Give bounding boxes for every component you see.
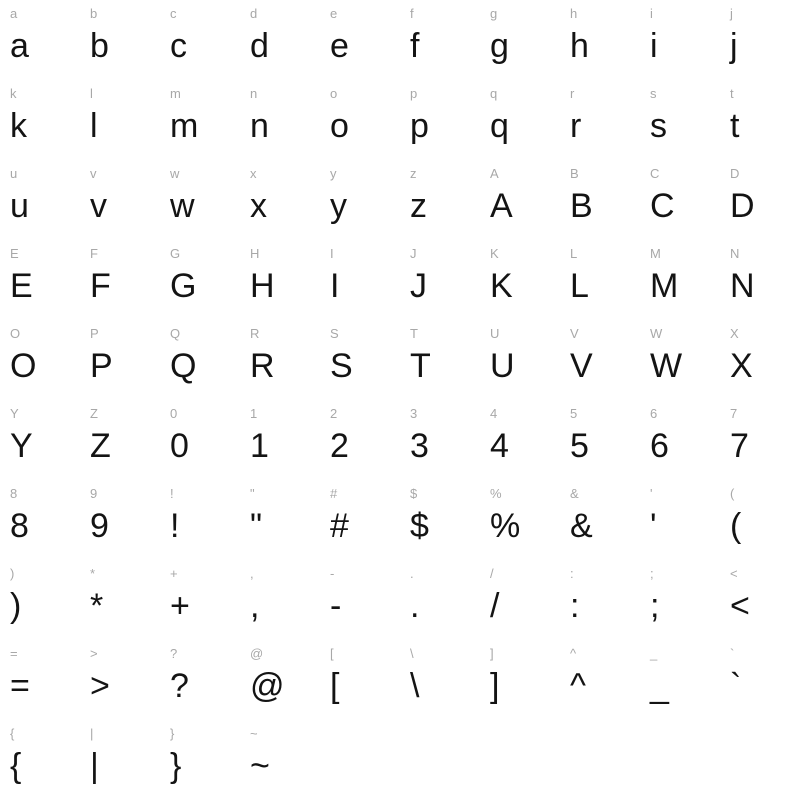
glyph-cell bbox=[720, 160, 800, 240]
glyph-cell bbox=[560, 80, 640, 160]
glyph-label: N bbox=[730, 246, 740, 261]
glyph-sample: N bbox=[730, 267, 755, 305]
glyph-label: d bbox=[250, 6, 258, 21]
glyph-cell bbox=[560, 480, 640, 560]
glyph-cell bbox=[240, 80, 320, 160]
glyph-label: Z bbox=[90, 406, 98, 421]
glyph-cell bbox=[80, 560, 160, 640]
glyph-sample: M bbox=[650, 267, 679, 305]
glyph-cell bbox=[240, 720, 320, 800]
glyph-sample: - bbox=[330, 587, 342, 625]
glyph-label: D bbox=[730, 166, 740, 181]
glyph-sample: O bbox=[10, 347, 37, 385]
glyph-sample: E bbox=[10, 267, 33, 305]
glyph-sample: S bbox=[330, 347, 353, 385]
glyph-sample: W bbox=[650, 347, 683, 385]
glyph-label: p bbox=[410, 86, 418, 101]
glyph-label: C bbox=[650, 166, 660, 181]
glyph-cell bbox=[0, 80, 80, 160]
glyph-cell bbox=[80, 480, 160, 560]
glyph-sample: h bbox=[570, 27, 589, 65]
glyph-label: l bbox=[90, 86, 93, 101]
glyph-cell bbox=[400, 400, 480, 480]
glyph-cell bbox=[400, 240, 480, 320]
glyph-cell bbox=[320, 400, 400, 480]
glyph-sample: J bbox=[410, 267, 427, 305]
glyph-label: q bbox=[490, 86, 498, 101]
glyph-cell bbox=[560, 160, 640, 240]
glyph-sample: L bbox=[570, 267, 589, 305]
glyph-label: x bbox=[250, 166, 257, 181]
glyph-label: & bbox=[570, 486, 579, 501]
glyph-cell bbox=[480, 240, 560, 320]
glyph-sample: n bbox=[250, 107, 269, 145]
glyph-cell bbox=[480, 720, 560, 800]
glyph-label: S bbox=[330, 326, 339, 341]
glyph-cell bbox=[240, 160, 320, 240]
glyph-sample: u bbox=[10, 187, 29, 225]
glyph-cell bbox=[240, 560, 320, 640]
glyph-cell bbox=[80, 0, 160, 80]
glyph-cell bbox=[240, 640, 320, 720]
glyph-label: = bbox=[10, 646, 18, 661]
glyph-cell bbox=[640, 240, 720, 320]
glyph-sample: 3 bbox=[410, 427, 429, 465]
glyph-sample: w bbox=[170, 187, 195, 225]
glyph-cell bbox=[640, 320, 720, 400]
glyph-cell bbox=[560, 320, 640, 400]
glyph-cell bbox=[640, 560, 720, 640]
glyph-sample: ` bbox=[730, 667, 742, 705]
glyph-label: ) bbox=[10, 566, 15, 581]
glyph-label: E bbox=[10, 246, 19, 261]
glyph-cell bbox=[480, 160, 560, 240]
glyph-cell bbox=[640, 80, 720, 160]
glyph-label: I bbox=[330, 246, 334, 261]
glyph-cell bbox=[160, 320, 240, 400]
glyph-label: , bbox=[250, 566, 254, 581]
glyph-label: j bbox=[730, 6, 733, 21]
glyph-cell bbox=[320, 640, 400, 720]
glyph-sample: Z bbox=[90, 427, 111, 465]
glyph-cell bbox=[480, 80, 560, 160]
glyph-sample: V bbox=[570, 347, 593, 385]
glyph-cell bbox=[80, 720, 160, 800]
glyph-sample: $ bbox=[410, 507, 429, 545]
glyph-label: o bbox=[330, 86, 338, 101]
glyph-sample: d bbox=[250, 27, 269, 65]
glyph-sample: | bbox=[90, 747, 99, 785]
glyph-cell bbox=[400, 720, 480, 800]
glyph-sample: P bbox=[90, 347, 113, 385]
glyph-sample: # bbox=[330, 507, 349, 545]
glyph-label: J bbox=[410, 246, 417, 261]
glyph-label: t bbox=[730, 86, 734, 101]
glyph-sample: & bbox=[570, 507, 593, 545]
glyph-label: # bbox=[330, 486, 338, 501]
glyph-label: c bbox=[170, 6, 177, 21]
glyph-label: $ bbox=[410, 486, 418, 501]
glyph-cell bbox=[320, 560, 400, 640]
glyph-label: _ bbox=[650, 646, 658, 661]
glyph-cell bbox=[320, 0, 400, 80]
glyph-cell bbox=[720, 240, 800, 320]
glyph-label: 4 bbox=[490, 406, 498, 421]
glyph-cell bbox=[480, 560, 560, 640]
glyph-label: W bbox=[650, 326, 663, 341]
glyph-cell bbox=[0, 400, 80, 480]
glyph-sample: ~ bbox=[250, 747, 270, 785]
glyph-label: - bbox=[330, 566, 335, 581]
glyph-cell bbox=[400, 320, 480, 400]
glyph-label: b bbox=[90, 6, 98, 21]
glyph-label: a bbox=[10, 6, 18, 21]
glyph-sample: k bbox=[10, 107, 27, 145]
glyph-sample: i bbox=[650, 27, 658, 65]
glyph-label: s bbox=[650, 86, 657, 101]
glyph-sample: * bbox=[90, 587, 104, 625]
glyph-cell bbox=[720, 720, 800, 800]
glyph-sample: R bbox=[250, 347, 275, 385]
glyph-cell bbox=[320, 720, 400, 800]
glyph-cell bbox=[640, 400, 720, 480]
glyph-label: z bbox=[410, 166, 417, 181]
glyph-sample: g bbox=[490, 27, 509, 65]
glyph-cell bbox=[160, 0, 240, 80]
glyph-cell bbox=[160, 640, 240, 720]
glyph-cell bbox=[0, 160, 80, 240]
glyph-cell bbox=[0, 320, 80, 400]
glyph-sample: 0 bbox=[170, 427, 189, 465]
glyph-label: m bbox=[170, 86, 181, 101]
glyph-label: " bbox=[250, 486, 255, 501]
glyph-sample: Q bbox=[170, 347, 197, 385]
glyph-label: e bbox=[330, 6, 338, 21]
glyph-sample: m bbox=[170, 107, 199, 145]
glyph-label: 8 bbox=[10, 486, 18, 501]
glyph-cell bbox=[240, 0, 320, 80]
glyph-sample: F bbox=[90, 267, 111, 305]
glyph-cell bbox=[720, 400, 800, 480]
glyph-sample: 7 bbox=[730, 427, 749, 465]
glyph-label: \ bbox=[410, 646, 414, 661]
glyph-sample: > bbox=[90, 667, 110, 705]
glyph-sample: { bbox=[10, 747, 22, 785]
glyph-cell bbox=[720, 80, 800, 160]
glyph-cell bbox=[560, 720, 640, 800]
glyph-label: M bbox=[650, 246, 661, 261]
glyph-cell bbox=[720, 320, 800, 400]
glyph-cell bbox=[480, 0, 560, 80]
glyph-label: . bbox=[410, 566, 414, 581]
glyph-sample: 8 bbox=[10, 507, 29, 545]
glyph-label: 9 bbox=[90, 486, 98, 501]
glyph-cell bbox=[560, 0, 640, 80]
glyph-label: / bbox=[490, 566, 494, 581]
glyph-cell bbox=[0, 240, 80, 320]
glyph-sample: a bbox=[10, 27, 29, 65]
glyph-sample: Y bbox=[10, 427, 33, 465]
glyph-cell bbox=[320, 480, 400, 560]
glyph-label: G bbox=[170, 246, 181, 261]
glyph-label: { bbox=[10, 726, 15, 741]
glyph-sample: b bbox=[90, 27, 109, 65]
glyph-cell bbox=[720, 480, 800, 560]
glyph-label: % bbox=[490, 486, 502, 501]
glyph-cell bbox=[320, 160, 400, 240]
glyph-label: 1 bbox=[250, 406, 258, 421]
glyph-label: k bbox=[10, 86, 17, 101]
glyph-cell bbox=[80, 240, 160, 320]
glyph-cell bbox=[0, 720, 80, 800]
glyph-label: y bbox=[330, 166, 337, 181]
glyph-cell bbox=[160, 80, 240, 160]
glyph-sample: " bbox=[250, 507, 263, 545]
glyph-label: B bbox=[570, 166, 579, 181]
glyph-label: O bbox=[10, 326, 21, 341]
glyph-cell bbox=[160, 400, 240, 480]
glyph-cell bbox=[400, 80, 480, 160]
glyph-sample: 1 bbox=[250, 427, 269, 465]
glyph-cell bbox=[160, 480, 240, 560]
glyph-sample: / bbox=[490, 587, 500, 625]
glyph-label: ! bbox=[170, 486, 174, 501]
glyph-cell bbox=[0, 560, 80, 640]
glyph-label: Y bbox=[10, 406, 19, 421]
glyph-label: 3 bbox=[410, 406, 418, 421]
glyph-sample: v bbox=[90, 187, 107, 225]
glyph-cell bbox=[720, 0, 800, 80]
glyph-label: 7 bbox=[730, 406, 738, 421]
glyph-sample: t bbox=[730, 107, 740, 145]
glyph-label: A bbox=[490, 166, 499, 181]
glyph-label: ? bbox=[170, 646, 178, 661]
glyph-sample: ^ bbox=[570, 667, 586, 705]
glyph-cell bbox=[160, 720, 240, 800]
glyph-label: h bbox=[570, 6, 578, 21]
glyph-cell bbox=[0, 480, 80, 560]
glyph-label: + bbox=[170, 566, 178, 581]
glyph-label: ` bbox=[730, 646, 735, 661]
glyph-cell bbox=[640, 720, 720, 800]
glyph-sample: @ bbox=[250, 667, 285, 705]
glyph-label: 5 bbox=[570, 406, 578, 421]
glyph-sample: j bbox=[730, 27, 738, 65]
glyph-label: n bbox=[250, 86, 258, 101]
glyph-cell bbox=[400, 560, 480, 640]
glyph-sample: ] bbox=[490, 667, 500, 705]
glyph-cell bbox=[240, 240, 320, 320]
glyph-sample: + bbox=[170, 587, 190, 625]
glyph-label: K bbox=[490, 246, 499, 261]
glyph-cell bbox=[480, 480, 560, 560]
glyph-sample: ! bbox=[170, 507, 180, 545]
glyph-cell bbox=[480, 400, 560, 480]
glyph-sample: [ bbox=[330, 667, 340, 705]
glyph-label: 6 bbox=[650, 406, 658, 421]
glyph-sample: ) bbox=[10, 587, 22, 625]
glyph-label: ' bbox=[650, 486, 653, 501]
glyph-cell bbox=[160, 560, 240, 640]
glyph-label: ~ bbox=[250, 726, 258, 741]
glyph-label: 0 bbox=[170, 406, 178, 421]
glyph-label: X bbox=[730, 326, 739, 341]
glyph-cell bbox=[640, 480, 720, 560]
glyph-cell bbox=[400, 160, 480, 240]
glyph-label: 2 bbox=[330, 406, 338, 421]
glyph-cell bbox=[560, 400, 640, 480]
glyph-label: > bbox=[90, 646, 98, 661]
glyph-sample: \ bbox=[410, 667, 420, 705]
glyph-cell bbox=[640, 640, 720, 720]
glyph-cell bbox=[400, 640, 480, 720]
glyph-sample: U bbox=[490, 347, 515, 385]
glyph-sample: 6 bbox=[650, 427, 669, 465]
glyph-label: @ bbox=[250, 646, 264, 661]
glyph-label: } bbox=[170, 726, 175, 741]
glyph-sample: 4 bbox=[490, 427, 509, 465]
glyph-label: L bbox=[570, 246, 578, 261]
glyph-sample: _ bbox=[650, 667, 669, 705]
glyph-sample: x bbox=[250, 187, 267, 225]
glyph-sample: ' bbox=[650, 507, 657, 545]
glyph-sample: c bbox=[170, 27, 187, 65]
glyph-sample: B bbox=[570, 187, 593, 225]
glyph-cell bbox=[720, 640, 800, 720]
glyph-label: v bbox=[90, 166, 97, 181]
glyph-label: i bbox=[650, 6, 653, 21]
glyph-cell bbox=[640, 0, 720, 80]
glyph-cell bbox=[0, 640, 80, 720]
glyph-label: u bbox=[10, 166, 18, 181]
glyph-label: ^ bbox=[570, 646, 577, 661]
glyph-cell bbox=[240, 320, 320, 400]
glyph-label: ( bbox=[730, 486, 735, 501]
glyph-sample: z bbox=[410, 187, 427, 225]
glyph-sample: ( bbox=[730, 507, 742, 545]
glyph-cell bbox=[80, 320, 160, 400]
glyph-sample: f bbox=[410, 27, 420, 65]
glyph-sample: D bbox=[730, 187, 755, 225]
glyph-cell bbox=[80, 160, 160, 240]
glyph-label: V bbox=[570, 326, 579, 341]
glyph-label: U bbox=[490, 326, 500, 341]
glyph-cell bbox=[720, 560, 800, 640]
glyph-sample: , bbox=[250, 587, 260, 625]
glyph-cell bbox=[400, 0, 480, 80]
glyph-label: * bbox=[90, 566, 96, 581]
glyph-sample: K bbox=[490, 267, 513, 305]
glyph-cell bbox=[640, 160, 720, 240]
glyph-label: F bbox=[90, 246, 98, 261]
glyph-sample: I bbox=[330, 267, 340, 305]
glyph-sample: . bbox=[410, 587, 420, 625]
glyph-sample: T bbox=[410, 347, 431, 385]
glyph-sample: X bbox=[730, 347, 753, 385]
glyph-label: P bbox=[90, 326, 99, 341]
glyph-cell bbox=[560, 240, 640, 320]
glyph-sample: y bbox=[330, 187, 347, 225]
glyph-sample: : bbox=[570, 587, 580, 625]
glyph-sample: 9 bbox=[90, 507, 109, 545]
glyph-cell bbox=[560, 560, 640, 640]
glyph-label: R bbox=[250, 326, 260, 341]
glyph-label: ] bbox=[490, 646, 494, 661]
glyph-sample: o bbox=[330, 107, 349, 145]
glyph-sample: A bbox=[490, 187, 513, 225]
glyph-cell bbox=[320, 80, 400, 160]
glyph-sample: l bbox=[90, 107, 98, 145]
glyph-label: T bbox=[410, 326, 418, 341]
glyph-sample: 5 bbox=[570, 427, 589, 465]
glyph-sample: G bbox=[170, 267, 197, 305]
glyph-label: r bbox=[570, 86, 575, 101]
glyph-cell bbox=[320, 240, 400, 320]
glyph-label: Q bbox=[170, 326, 181, 341]
glyph-label: < bbox=[730, 566, 738, 581]
glyph-label: g bbox=[490, 6, 498, 21]
glyph-cell bbox=[240, 480, 320, 560]
glyph-cell bbox=[560, 640, 640, 720]
glyph-sample: e bbox=[330, 27, 349, 65]
glyph-sample: % bbox=[490, 507, 521, 545]
glyph-cell bbox=[480, 320, 560, 400]
glyph-cell bbox=[80, 80, 160, 160]
glyph-sample: H bbox=[250, 267, 275, 305]
glyph-cell bbox=[160, 160, 240, 240]
glyph-sample: 2 bbox=[330, 427, 349, 465]
glyph-sample: s bbox=[650, 107, 667, 145]
glyph-label: ; bbox=[650, 566, 654, 581]
glyph-sample: r bbox=[570, 107, 582, 145]
glyph-sample: p bbox=[410, 107, 429, 145]
glyph-label: f bbox=[410, 6, 414, 21]
glyph-cell bbox=[0, 0, 80, 80]
glyph-cell bbox=[400, 480, 480, 560]
glyph-sample: } bbox=[170, 747, 182, 785]
glyph-sample: = bbox=[10, 667, 30, 705]
glyph-label: w bbox=[170, 166, 180, 181]
glyph-sample: ? bbox=[170, 667, 189, 705]
glyph-cell bbox=[480, 640, 560, 720]
glyph-sample: ; bbox=[650, 587, 660, 625]
glyph-cell bbox=[80, 400, 160, 480]
glyph-sample: q bbox=[490, 107, 509, 145]
glyph-label: : bbox=[570, 566, 574, 581]
glyph-sample: < bbox=[730, 587, 750, 625]
glyph-cell bbox=[320, 320, 400, 400]
glyph-cell bbox=[80, 640, 160, 720]
glyph-cell bbox=[160, 240, 240, 320]
glyph-label: H bbox=[250, 246, 260, 261]
glyph-cell bbox=[240, 400, 320, 480]
glyph-label: | bbox=[90, 726, 94, 741]
glyph-label: [ bbox=[330, 646, 334, 661]
glyph-sample: C bbox=[650, 187, 675, 225]
